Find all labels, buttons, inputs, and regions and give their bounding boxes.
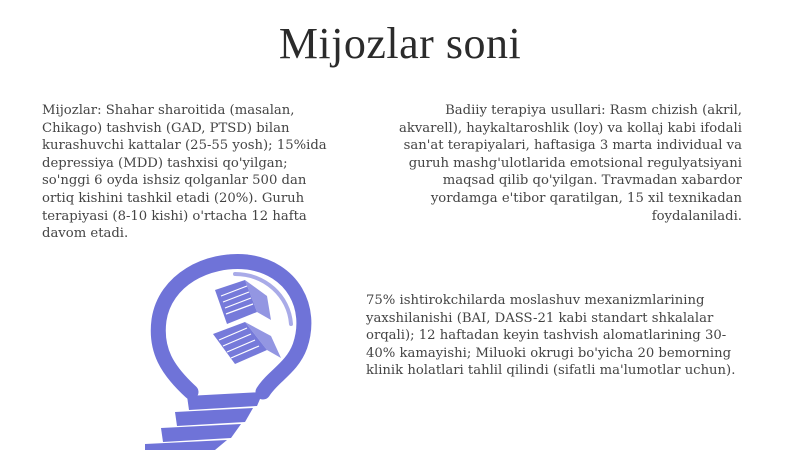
- outcomes-summary: 75% ishtirokchilarda moslashuv mexanizmlarining yaxshilanishi (BAI, DASS-21 kabi standart shkalalar orqali); 12 haftadan keyin tashvish alomatlarining 30-40% kamayishi; Miluoki okrugi bo'yicha 20 bemorning klinik holatlari tahlil qilindi (sifatli ma'lumotlar uchun).: [366, 293, 736, 379]
- art-therapy-methods: Badiiy terapiya usullari: Rasm chizish (akril, akvarell), haykaltaroshlik (loy) va kollaj kabi ifodali san'at terapiyalari, haftasiga 3 marta individual va guruh mashg'ulotlarida emotsional regulyatsiyani maqsad qilib qo'yilgan. Travmadan xabardor yordamga e'tibor qaratilgan, 15 xil texnikadan foydalaniladi.: [399, 103, 742, 224]
- clients-description: Mijozlar: Shahar sharoitida (masalan, Chikago) tashvish (GAD, PTSD) bilan kurashuvchi kattalar (25-55 yosh); 15%ida depressiya (MDD) tashxisi qo'yilgan; so'nggi 6 oyda ishsiz qolganlar 500 dan ortiq kishini tashkil etadi (20%). Guruh terapiyasi (8-10 kishi) o'rtacha 12 hafta davom etadi.: [42, 103, 327, 242]
- lightbulb-with-book-icon: [95, 250, 320, 450]
- slide-title: Mijozlar soni: [278, 19, 522, 68]
